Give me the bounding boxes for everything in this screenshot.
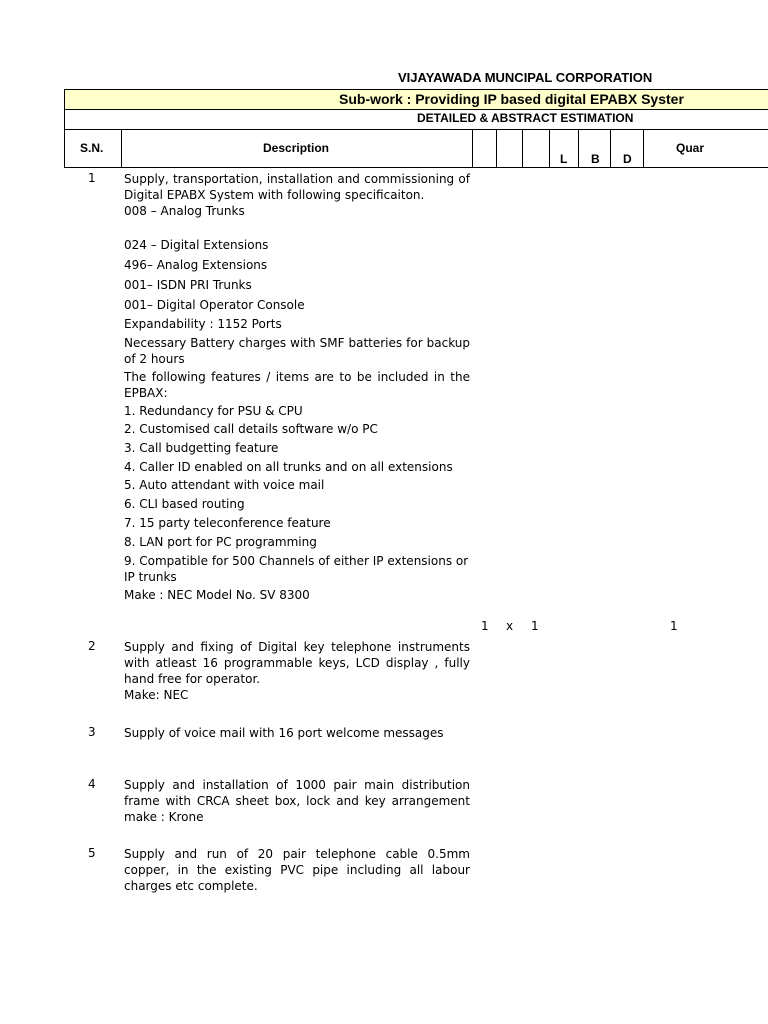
description-line: 2. Customised call details software w/o PC — [124, 422, 378, 436]
description-line: The following features / items are to be included in the EPBAX: — [124, 370, 470, 400]
column-divider — [496, 130, 497, 168]
item-description — [124, 777, 470, 825]
column-divider — [578, 130, 579, 168]
description-line: Necessary Battery charges with SMF batteries for backup of 2 hours — [124, 336, 470, 366]
column-header-l: L — [560, 152, 568, 166]
description-line: 4. Caller ID enabled on all trunks and on all extensions — [124, 460, 453, 474]
column-header-b: B — [591, 152, 600, 166]
subwork-banner — [64, 89, 768, 110]
organization-title: VIJAYAWADA MUNCIPAL CORPORATION — [398, 70, 653, 85]
description-line: 1. Redundancy for PSU & CPU — [124, 404, 303, 418]
description-line: 9. Compatible for 500 Channels of either IP extensions or IP trunks — [124, 554, 469, 584]
item-description — [124, 846, 470, 894]
item-description — [124, 639, 470, 703]
calc-count: 1 — [481, 619, 489, 633]
calc-number: 1 — [531, 619, 539, 633]
subwork-title: Sub-work : Providing IP based digital EPABX Syster — [339, 91, 684, 107]
description-line: Expandability : 1152 Ports — [124, 317, 282, 331]
column-divider — [121, 130, 122, 168]
column-header-sn: S.N. — [80, 141, 104, 155]
description-line: 5. Auto attendant with voice mail — [124, 478, 325, 492]
description-line: 496– Analog Extensions — [124, 258, 268, 272]
description-line: 001– ISDN PRI Trunks — [124, 278, 252, 292]
description-line: Supply of voice mail with 16 port welcome messages — [124, 726, 444, 740]
column-divider — [643, 130, 644, 168]
column-header-quantity: Quar — [676, 141, 705, 155]
table-header-row — [64, 130, 768, 168]
item-serial-number: 3 — [88, 725, 96, 739]
item-serial-number: 2 — [88, 639, 96, 653]
estimation-title: DETAILED & ABSTRACT ESTIMATION — [417, 111, 634, 125]
description-line: 3. Call budgetting feature — [124, 441, 279, 455]
item-serial-number: 1 — [88, 171, 96, 185]
column-divider — [522, 130, 523, 168]
description-line: Make: NEC — [124, 688, 189, 702]
column-divider — [549, 130, 550, 168]
description-line: 001– Digital Operator Console — [124, 298, 305, 312]
description-line: 024 – Digital Extensions — [124, 238, 269, 252]
description-line: Supply and fixing of Digital key telephone instruments with atleast 16 programmable keys, LCD display , fully hand free for operator. — [124, 640, 470, 686]
column-header-d: D — [623, 152, 632, 166]
item-quantity: 1 — [670, 619, 678, 633]
description-line: Make : NEC Model No. SV 8300 — [124, 588, 310, 602]
description-line: Supply, transportation, installation and commissioning of Digital EPABX System with following specificaiton. — [124, 172, 470, 202]
item-serial-number: 4 — [88, 777, 96, 791]
estimation-row — [64, 110, 768, 130]
description-line: 6. CLI based routing — [124, 497, 245, 511]
description-line: Supply and installation of 1000 pair main distribution frame with CRCA sheet box, lock and key arrangement make : Krone — [124, 778, 470, 824]
column-header-description: Description — [263, 141, 330, 155]
calc-multiply-sign: x — [506, 619, 514, 633]
column-divider — [472, 130, 473, 168]
description-line: 8. LAN port for PC programming — [124, 535, 317, 549]
column-divider — [610, 130, 611, 168]
item-description — [124, 725, 470, 741]
description-line: Supply and run of 20 pair telephone cable 0.5mm copper, in the existing PVC pipe including all labour charges etc complete. — [124, 847, 470, 893]
item-description — [124, 171, 470, 603]
item-serial-number: 5 — [88, 846, 96, 860]
description-line: 008 – Analog Trunks — [124, 204, 245, 218]
description-line: 7. 15 party teleconference feature — [124, 516, 331, 530]
